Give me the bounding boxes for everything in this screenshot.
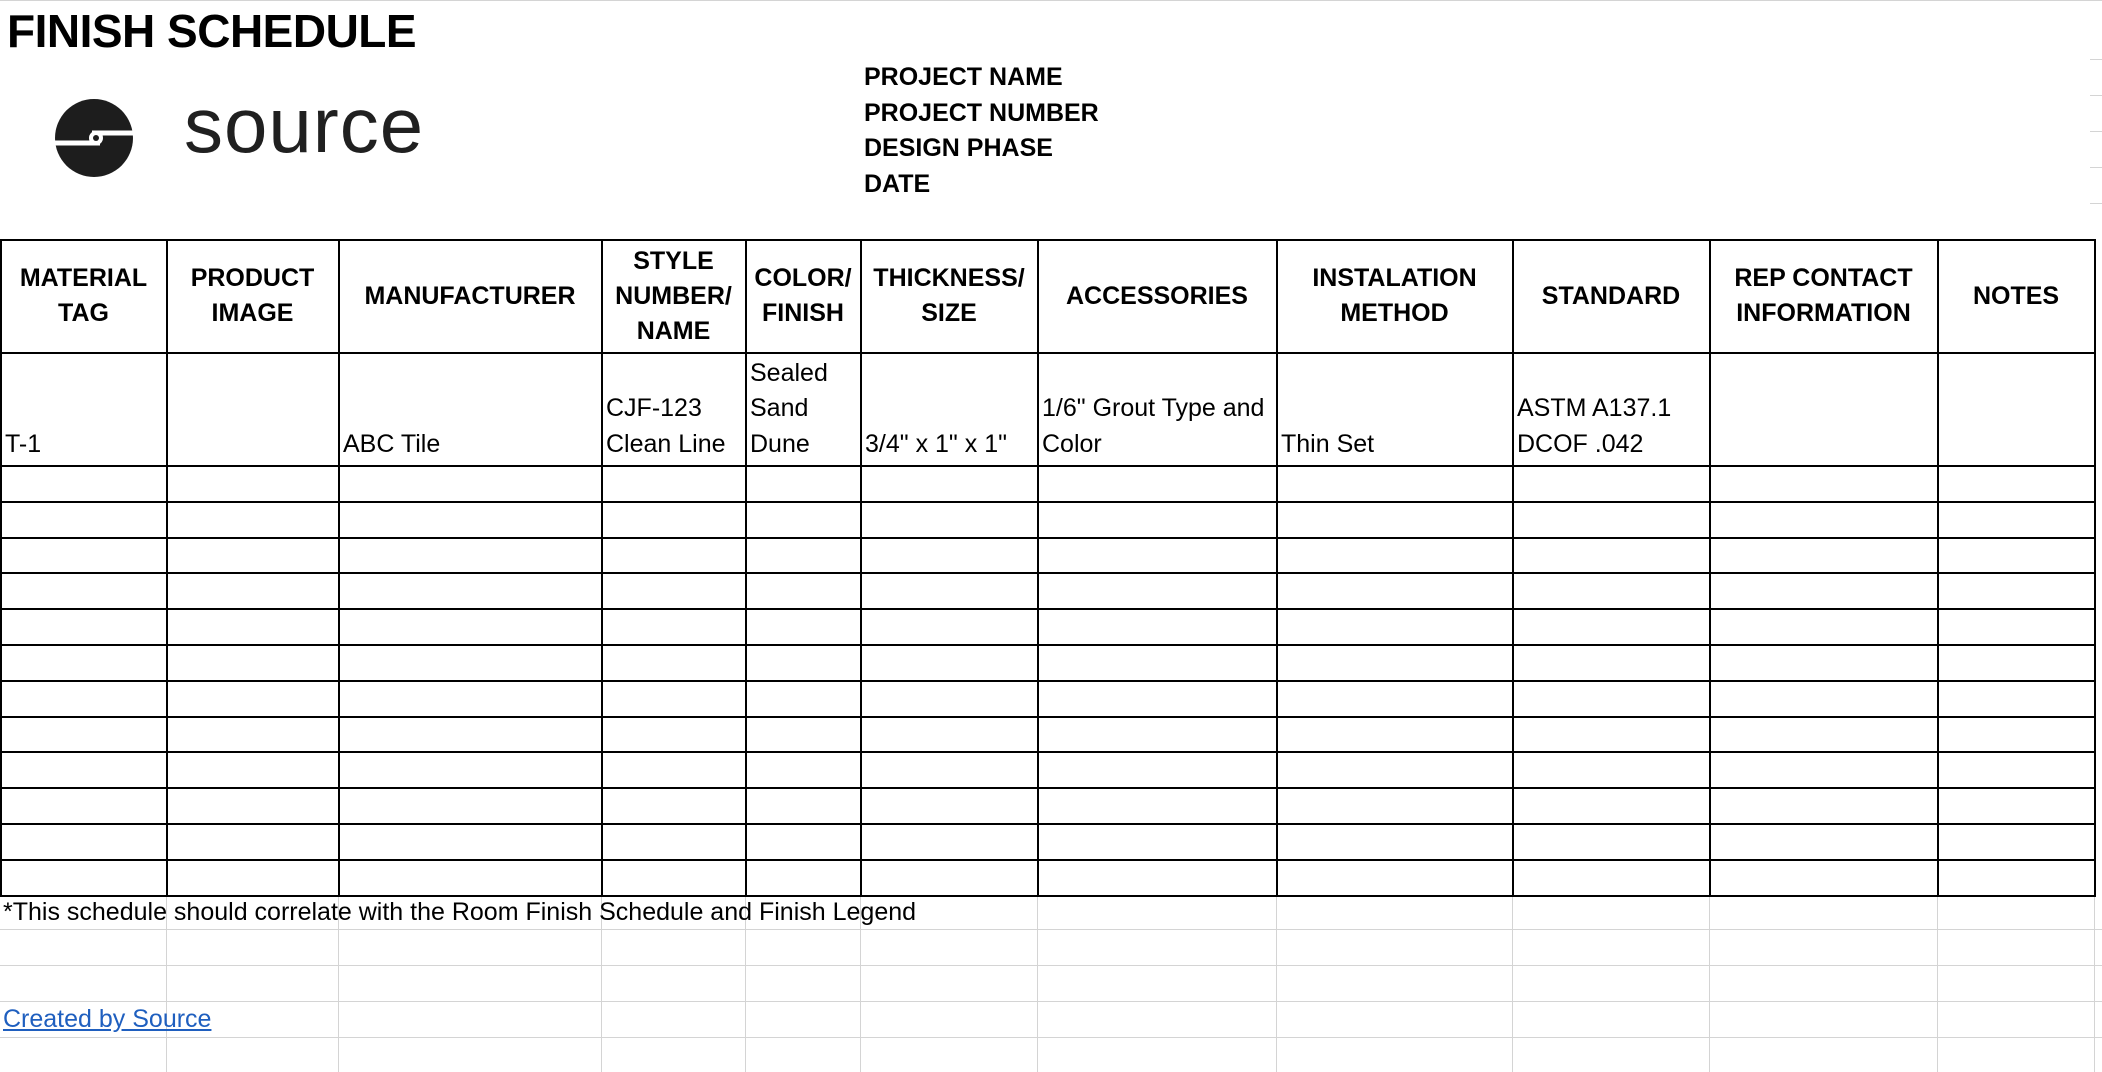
table-row-border xyxy=(0,823,2096,825)
table-row-border xyxy=(0,501,2096,503)
table-row-border xyxy=(0,680,2096,682)
cell-material-tag[interactable]: T-1 xyxy=(5,429,42,458)
header-notes: NOTES xyxy=(1972,281,2060,310)
header-accessories: ACCESSORIES xyxy=(1066,281,1248,310)
header-material-tag: MATERIAL TAG xyxy=(19,264,148,327)
project-name-label: PROJECT NAME xyxy=(864,63,1063,91)
gridline xyxy=(2094,894,2095,1072)
cell-product-image[interactable] xyxy=(167,354,338,464)
source-logo-icon xyxy=(34,98,158,178)
project-info xyxy=(864,60,1099,203)
cell-thickness-size[interactable]: 3/4" x 1" x 1" xyxy=(865,429,1007,458)
cell-manufacturer[interactable]: ABC Tile xyxy=(343,429,441,458)
table-row-border xyxy=(0,787,2096,789)
gridline xyxy=(0,1037,2102,1038)
cell-color-finish[interactable]: Sealed Sand Dune xyxy=(750,358,828,458)
table-row-border xyxy=(0,644,2096,646)
header-thickness-size: THICKNESS/ SIZE xyxy=(873,264,1025,327)
header-color-finish: COLOR/ FINISH xyxy=(754,264,852,327)
cell-style-number[interactable]: CJF-123 Clean Line xyxy=(606,394,726,458)
table-row-border xyxy=(0,537,2096,539)
cell-accessories[interactable]: 1/6" Grout Type and Color xyxy=(1042,394,1265,458)
table-row-border xyxy=(0,859,2096,861)
design-phase-label: DESIGN PHASE xyxy=(864,134,1053,163)
header-manufacturer: MANUFACTURER xyxy=(364,281,576,310)
table-row-border xyxy=(0,751,2096,753)
cell-notes[interactable] xyxy=(1938,354,2094,464)
gridline xyxy=(0,1001,2102,1002)
table-column-border xyxy=(2094,239,2096,897)
source-logo xyxy=(34,81,434,184)
gridline xyxy=(1512,894,1513,1072)
page-title: FINISH SCHEDULE xyxy=(7,5,417,57)
gridline xyxy=(2090,59,2102,60)
gridline xyxy=(1937,894,1938,1072)
table-row-border xyxy=(0,608,2096,610)
gridline xyxy=(2090,131,2102,132)
schedule-footnote: *This schedule should correlate with the Room Finish Schedule and Finish Legend xyxy=(3,898,917,926)
gridline xyxy=(1709,894,1710,1072)
header-installation-method: INSTALATION METHOD xyxy=(1312,264,1477,327)
gridline xyxy=(1037,894,1038,1072)
gridline xyxy=(0,0,2102,1)
cell-installation-method[interactable]: Thin Set xyxy=(1281,429,1375,458)
gridline xyxy=(0,929,2102,930)
gridline xyxy=(2090,167,2102,168)
header-product-image: PRODUCT IMAGE xyxy=(190,264,315,327)
table-row-border xyxy=(0,716,2096,718)
cell-standard[interactable]: ASTM A137.1 DCOF .042 xyxy=(1517,394,1672,458)
header-style-number: STYLE NUMBER/ NAME xyxy=(615,246,732,345)
gridline xyxy=(2090,95,2102,96)
date-label: DATE xyxy=(864,170,931,199)
header-standard: STANDARD xyxy=(1541,281,1681,310)
table-row-border xyxy=(0,465,2096,467)
gridline xyxy=(1276,894,1277,1072)
project-number-label: PROJECT NUMBER xyxy=(864,98,1099,127)
table-row-border xyxy=(0,572,2096,574)
gridline xyxy=(0,965,2102,966)
gridline xyxy=(2090,203,2102,204)
source-logo-wordmark: source xyxy=(184,81,425,169)
cell-rep-contact[interactable] xyxy=(1710,354,1937,464)
created-by-source-link[interactable]: Created by Source xyxy=(3,1005,212,1033)
header-rep-contact: REP CONTACT INFORMATION xyxy=(1734,264,1913,327)
